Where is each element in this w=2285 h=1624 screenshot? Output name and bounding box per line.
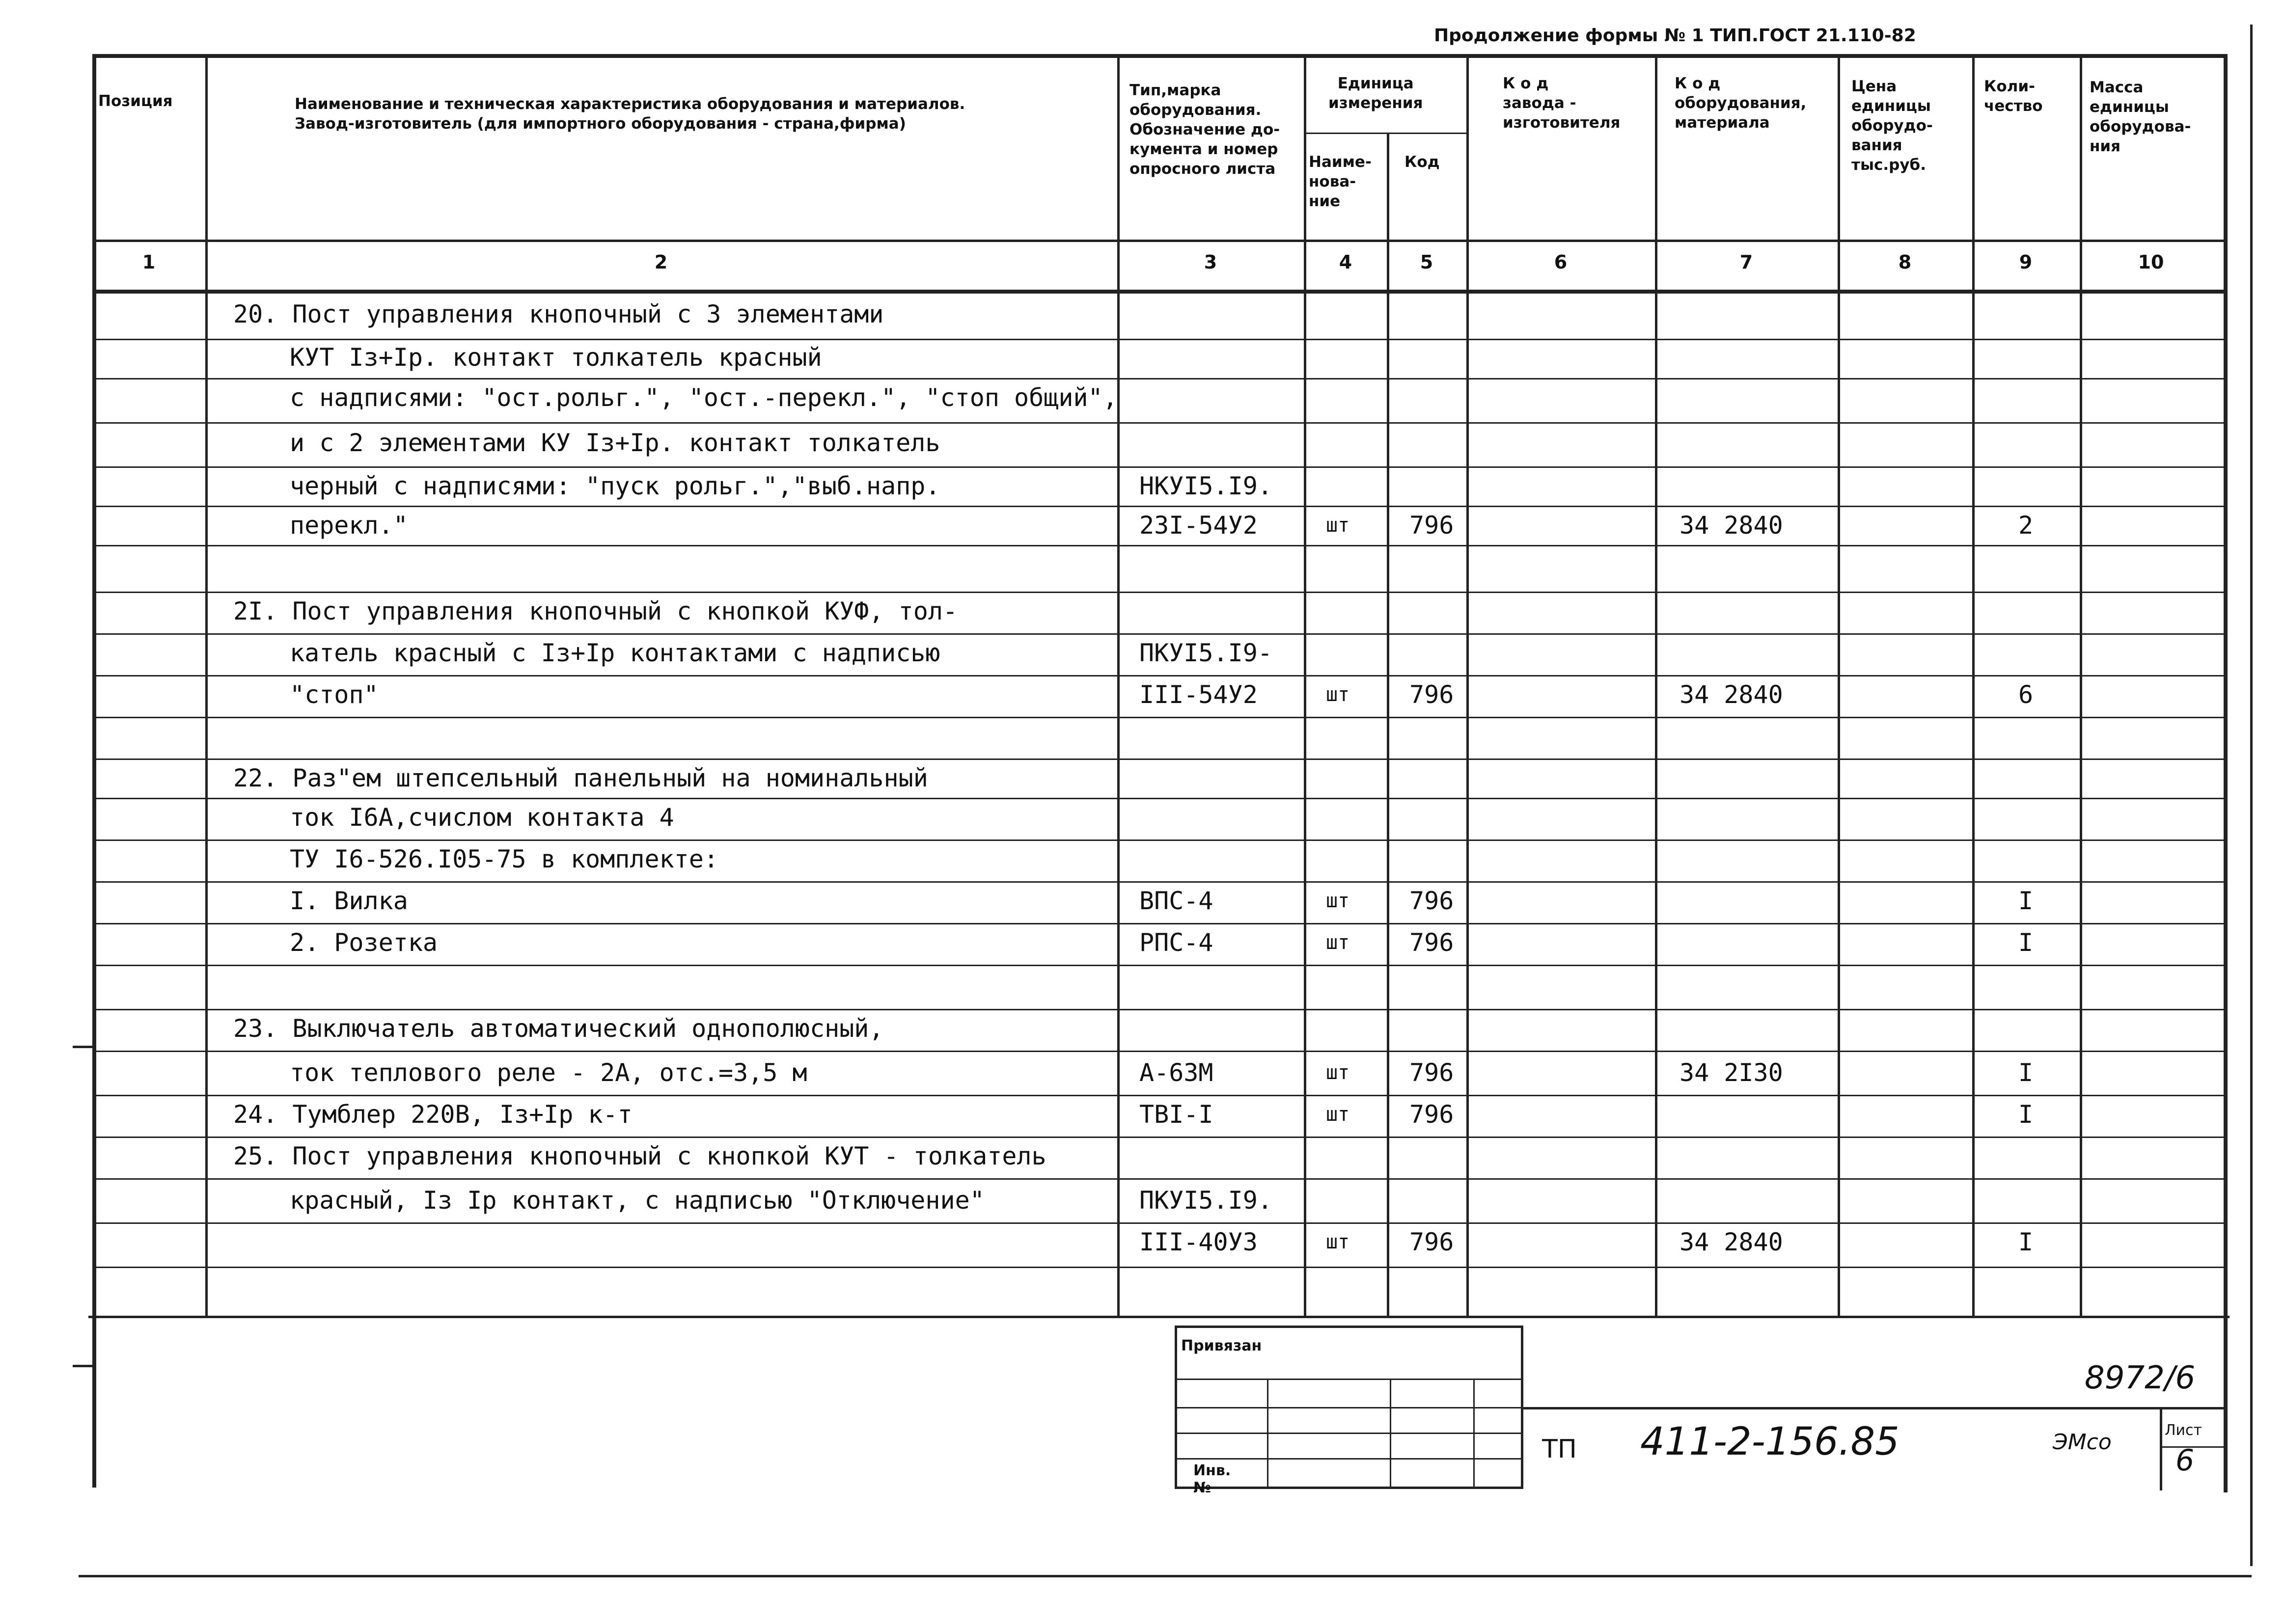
item-unit-code: 796 (1409, 1228, 1454, 1256)
stamp-sheet-label: Лист (2165, 1422, 2202, 1439)
item-material-code: 34 2840 (1679, 511, 1783, 540)
stamp-inv: Инв. № (1193, 1462, 1231, 1496)
item-type: III-40У3 (1139, 1228, 1258, 1256)
form-note: Продолжение формы № 1 ТИП.ГОСТ 21.110-82 (1434, 26, 1916, 46)
header-unit: Единица измерения (1328, 75, 1423, 112)
item-name: 22. Раз"ем штепсельный панельный на номинальный (233, 764, 928, 792)
item-unit: шт (1326, 514, 1350, 537)
header-material-code: К о д оборудования, материала (1675, 75, 1807, 132)
stamp-doc-number: 411-2-156.85 (1640, 1420, 1900, 1464)
item-name: 23. Выключатель автоматический однополюсный, (233, 1014, 884, 1043)
item-name: ТУ I6-526.I05-75 в комплекте: (290, 845, 718, 873)
column-number: 3 (1204, 251, 1217, 273)
item-type: III-54У2 (1139, 680, 1258, 709)
item-unit-code: 796 (1409, 928, 1454, 957)
item-quantity: I (2018, 1058, 2034, 1087)
item-unit: шт (1326, 1103, 1350, 1126)
item-material-code: 34 2840 (1679, 680, 1783, 709)
item-name: катель красный с Iз+Iр контактами с надписью (290, 639, 940, 667)
item-name: 2I. Пост управления кнопочный с кнопкой КУФ, тол- (233, 597, 958, 625)
header-unit-name: Наиме- нова- ние (1309, 153, 1372, 210)
column-number: 9 (2019, 251, 2033, 273)
item-unit: шт (1326, 683, 1350, 706)
item-type: ПКУI5.I9. (1139, 1186, 1272, 1215)
stamp-mark: ЭМсо (2053, 1430, 2112, 1455)
column-number: 6 (1554, 251, 1568, 273)
item-type: НКУI5.I9. (1139, 472, 1272, 500)
column-number: 2 (654, 251, 668, 273)
column-number: 10 (2138, 251, 2164, 273)
column-number: 8 (1898, 251, 1912, 273)
item-type: 23I-54У2 (1139, 511, 1258, 540)
item-name: перекл." (290, 511, 408, 540)
item-type: ТВI-I (1139, 1100, 1213, 1129)
item-name: красный, Iз Iр контакт, с надписью "Отключение" (290, 1186, 985, 1215)
stamp-archive-number: 8972/6 (2085, 1360, 2196, 1396)
item-name: ток I6А,счислом контакта 4 (290, 803, 674, 832)
item-unit: шт (1326, 1231, 1350, 1253)
item-type: ПКУI5.I9- (1139, 639, 1272, 667)
item-unit: шт (1326, 890, 1350, 912)
header-position: Позиция (98, 92, 173, 110)
item-unit-code: 796 (1409, 887, 1454, 915)
item-type: А-63М (1139, 1058, 1213, 1087)
item-type: ВПС-4 (1139, 887, 1213, 915)
item-type: РПС-4 (1139, 928, 1213, 957)
item-material-code: 34 2I30 (1679, 1058, 1783, 1087)
item-unit-code: 796 (1409, 680, 1454, 709)
item-quantity: I (2018, 1100, 2034, 1129)
header-quantity: Коли- чество (1984, 78, 2043, 115)
item-quantity: I (2018, 887, 2034, 915)
item-name: I. Вилка (290, 887, 408, 915)
item-unit-code: 796 (1409, 1058, 1454, 1087)
header-type: Тип,марка оборудования. Обозначение до- кумента и номер опросного листа (1129, 81, 1280, 178)
item-name: 2. Розетка (290, 928, 438, 957)
header-name: Наименование и техническая характеристика оборудования и материалов. Завод-изготовитель (для импортного оборудования - страна,фирма) (295, 95, 965, 133)
stamp-privyazan: Привязан (1181, 1337, 1262, 1354)
item-name: черный с надписями: "пуск рольг.","выб.напр. (290, 472, 940, 500)
margin-tick (73, 1365, 92, 1367)
item-unit-code: 796 (1409, 1100, 1454, 1129)
header-factory-code: К о д завода - изготовителя (1503, 75, 1621, 132)
header-price: Цена единицы оборудо- вания тыс.руб. (1851, 78, 1933, 174)
item-name: "стоп" (290, 680, 379, 709)
item-unit-code: 796 (1409, 511, 1454, 540)
stamp-sheet-number: 6 (2175, 1443, 2195, 1478)
item-quantity: I (2018, 928, 2034, 957)
item-name: с надписями: "ост.рольг.", "ост.-перекл.", "стоп общий", (290, 383, 1118, 412)
margin-tick (73, 1046, 92, 1048)
column-number: 7 (1739, 251, 1753, 273)
item-unit: шт (1326, 1061, 1350, 1084)
item-unit: шт (1326, 931, 1350, 954)
item-material-code: 34 2840 (1679, 1228, 1783, 1256)
header-mass: Масса единицы оборудова- ния (2090, 79, 2191, 155)
header-unit-code: Код (1404, 153, 1440, 171)
item-name: КУТ Iз+Iр. контакт толкатель красный (290, 343, 822, 372)
item-name: 20. Пост управления кнопочный с 3 элементами (233, 300, 884, 328)
item-name: ток теплового реле - 2А, отс.=3,5 м (290, 1058, 807, 1087)
item-name: 24. Тумблер 220В, Iз+Iр к-т (233, 1100, 633, 1129)
item-quantity: 2 (2018, 511, 2034, 540)
column-number: 4 (1339, 251, 1352, 273)
item-name: и с 2 элементами КУ Iз+Iр. контакт толкатель (290, 429, 940, 457)
stamp-tp: ТП (1542, 1435, 1577, 1464)
column-number: 1 (142, 251, 156, 273)
item-name: 25. Пост управления кнопочный с кнопкой КУТ - толкатель (233, 1142, 1046, 1170)
item-quantity: 6 (2018, 680, 2034, 709)
item-quantity: I (2018, 1228, 2034, 1256)
column-number: 5 (1420, 251, 1433, 273)
